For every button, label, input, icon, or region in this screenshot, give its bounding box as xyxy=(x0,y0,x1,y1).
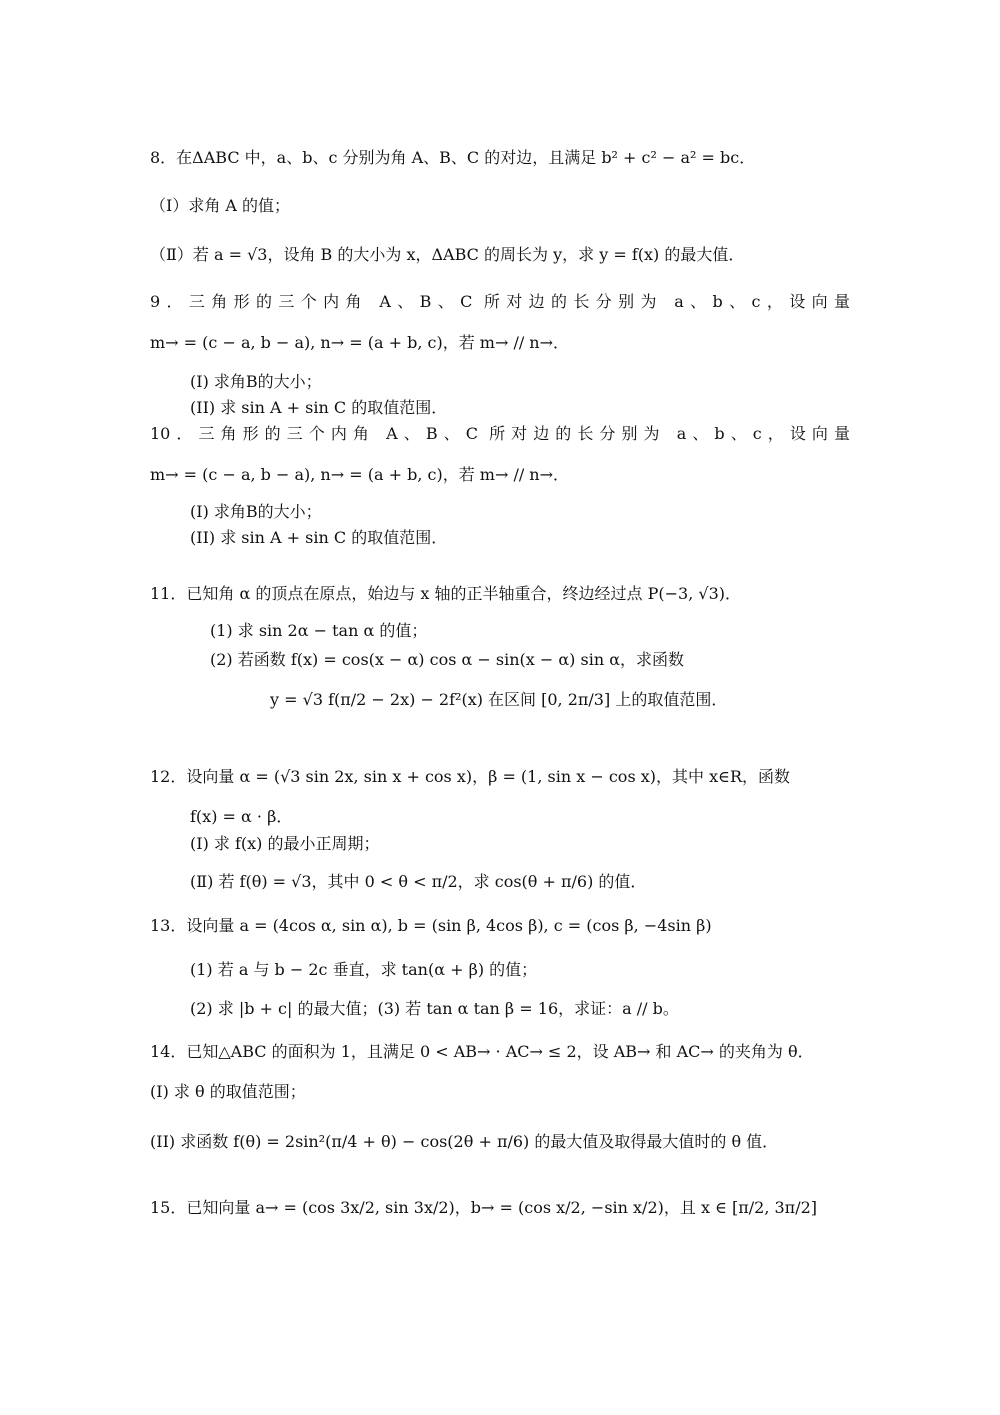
problem-13-statement: 13．设向量 a = (4cos α, sin α), b = (sin β, 4cos β), c = (cos β, −4sin β) xyxy=(150,916,712,935)
problem-11-part-1: (1) 求 sin 2α − tan α 的值； xyxy=(210,621,428,640)
problem-12-function: f(x) = α · β． xyxy=(190,807,293,826)
problem-12-part-1: (Ⅰ) 求 f(x) 的最小正周期； xyxy=(190,834,380,853)
problem-10-part-2: (II) 求 sin A + sin C 的取值范围． xyxy=(190,528,448,547)
problem-8-statement: 8．在ΔABC 中，a、b、c 分别为角 A、B、C 的对边，且满足 b² + c² − a² = bc． xyxy=(150,148,756,167)
problem-9-vectors: m→ = (c − a, b − a), n→ = (a + b, c)，若 m→ // n→． xyxy=(150,333,570,352)
problem-11-statement: 11．已知角 α 的顶点在原点，始边与 x 轴的正半轴重合，终边经过点 P(−3, √3)． xyxy=(150,584,742,603)
problem-11-function-range: y = √3 f(π/2 − 2x) − 2f²(x) 在区间 [0, 2π/3] 上的取值范围． xyxy=(270,690,728,709)
problem-11-part-2: (2) 若函数 f(x) = cos(x − α) cos α − sin(x − α) sin α，求函数 xyxy=(210,650,685,669)
problem-9-part-2: (II) 求 sin A + sin C 的取值范围． xyxy=(190,398,448,417)
problem-12-statement: 12．设向量 α = (√3 sin 2x, sin x + cos x)，β = (1, sin x − cos x)，其中 x∈R，函数 xyxy=(150,767,791,786)
problem-9-statement: 9．三角形的三个内角 A、B、C 所对边的长分别为 a、b、c，设向量 xyxy=(150,292,850,311)
problem-13-part-2-3: (2) 求 |b + c| 的最大值；(3) 若 tan α tan β = 16，求证：a // b。 xyxy=(190,999,679,1018)
problem-14-part-1: (I) 求 θ 的取值范围； xyxy=(150,1082,306,1101)
problem-12-part-2: (Ⅱ) 若 f(θ) = √3，其中 0 < θ < π/2，求 cos(θ + π/6) 的值． xyxy=(190,872,647,891)
problem-10-vectors: m→ = (c − a, b − a), n→ = (a + b, c)，若 m→ // n→． xyxy=(150,465,570,484)
problem-14-statement: 14．已知△ABC 的面积为 1，且满足 0 < AB→ · AC→ ≤ 2，设 AB→ 和 AC→ 的夹角为 θ． xyxy=(150,1042,814,1061)
problem-10-statement: 10．三角形的三个内角 A、B、C 所对边的长分别为 a、b、c，设向量 xyxy=(150,424,850,443)
problem-9-part-1: (I) 求角B的大小； xyxy=(190,372,322,391)
problem-14-part-2: (II) 求函数 f(θ) = 2sin²(π/4 + θ) − cos(2θ + π/6) 的最大值及取得最大值时的 θ 值． xyxy=(150,1132,779,1151)
problem-8-part-1: （Ⅰ）求角 A 的值； xyxy=(150,196,291,215)
problem-13-part-1: (1) 若 a 与 b − 2c 垂直，求 tan(α + β) 的值； xyxy=(190,960,538,979)
problem-8-part-2: （Ⅱ）若 a = √3，设角 B 的大小为 x，ΔABC 的周长为 y，求 y = f(x) 的最大值． xyxy=(150,245,745,264)
problem-15-statement: 15．已知向量 a→ = (cos 3x/2, sin 3x/2)，b→ = (cos x/2, −sin x/2)，且 x ∈ [π/2, 3π/2] xyxy=(150,1198,818,1217)
problem-10-part-1: (I) 求角B的大小； xyxy=(190,502,322,521)
